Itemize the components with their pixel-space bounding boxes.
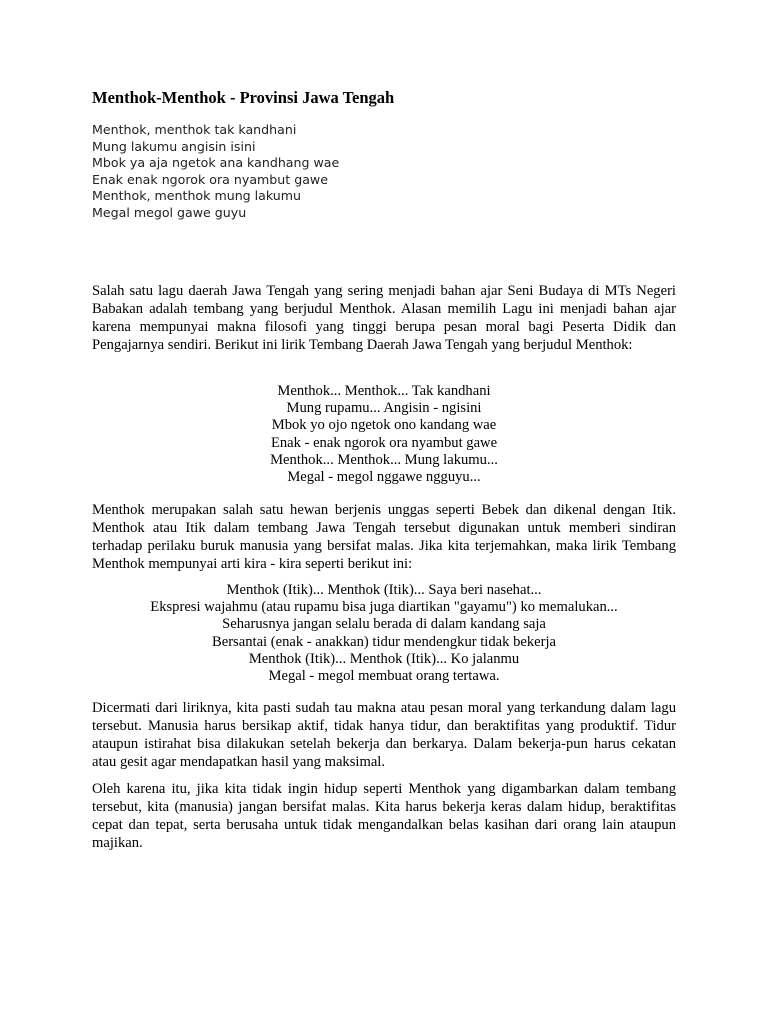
- lyrics-translation: [92, 582, 676, 685]
- paragraph-explanation: Menthok merupakan salah satu hewan berjenis unggas seperti Bebek dan dikenal dengan Itik. Menthok atau Itik dalam tembang Jawa Tengah tersebut digunakan untuk memberi sindiran terhadap perilaku buruk manusia yang bersifat malas. Jika kita terjemahkan, maka lirik Tembang Menthok mempunyai arti kira - kira seperti berikut ini:: [92, 502, 676, 572]
- lyric-line: Menthok, menthok mung lakumu: [92, 188, 302, 203]
- translation-line: Menthok (Itik)... Menthok (Itik)... Saya beri nasehat...: [226, 582, 542, 598]
- translation-line: Bersantai (enak - anakkan) tidur mendengkur tidak bekerja: [211, 633, 557, 650]
- document-title: Menthok-Menthok - Provinsi Jawa Tengah: [92, 88, 395, 107]
- lyrics-verse: [92, 383, 676, 486]
- verse-line: Mung rupamu... Angisin - ngisini: [286, 400, 482, 417]
- lyric-line: Menthok, menthok tak kandhani: [92, 122, 297, 137]
- translation-line: Megal - megol membuat orang tertawa.: [268, 668, 500, 685]
- translation-line: Menthok (Itik)... Menthok (Itik)... Ko jalanmu: [248, 650, 520, 667]
- lyric-line: Mung lakumu angisin isini: [92, 138, 256, 154]
- translation-line: Seharusnya jangan selalu berada di dalam kandang saja: [222, 616, 546, 633]
- verse-line: Menthok... Menthok... Tak kandhani: [277, 383, 491, 399]
- verse-line: Enak - enak ngorok ora nyambut gawe: [270, 434, 498, 451]
- verse-line: Megal - megol nggawe ngguyu...: [287, 469, 481, 486]
- paragraph-intro: Salah satu lagu daerah Jawa Tengah yang sering menjadi bahan ajar Seni Budaya di MTs Negeri Babakan adalah tembang yang berjudul Menthok. Alasan memilih Lagu ini menjadi bahan ajar karena mempunyai makna filosofi yang tinggi berupa pesan moral bagi Peserta Didik dan Pengajarnya sendiri. Berikut ini lirik Tembang Daerah Jawa Tengah yang berjudul Menthok:: [92, 283, 676, 353]
- lyric-line: Enak enak ngorok ora nyambut gawe: [92, 171, 328, 187]
- verse-line: Menthok... Menthok... Mung lakumu...: [270, 451, 498, 468]
- translation-line: Ekspresi wajahmu (atau rupamu bisa juga diartikan "gayamu") ko memalukan...: [150, 599, 618, 616]
- lyrics-original: [92, 122, 339, 221]
- verse-line: Mbok yo ojo ngetok ono kandang wae: [271, 417, 497, 434]
- lyric-line: Mbok ya aja ngetok ana kandhang wae: [92, 155, 340, 170]
- paragraph-conclusion: Oleh karena itu, jika kita tidak ingin hidup seperti Menthok yang digambarkan dalam tembang tersebut, kita (manusia) jangan bersifat malas. Kita harus bekerja keras dalam hidup, beraktifitas cepat dan tepat, serta berusaha untuk tidak mengandalkan belas kasihan dari orang lain ataupun majikan.: [92, 781, 676, 851]
- paragraph-moral: Dicermati dari liriknya, kita pasti sudah tau makna atau pesan moral yang terkandung dalam lagu tersebut. Manusia harus bersikap aktif, tidak hanya tidur, dan beraktifitas yang produktif. Tidur ataupun istirahat bisa dilakukan setelah bekerja dan berkarya. Dalam bekerja-pun harus cekatan atau gesit agar mendapatkan hasil yang maksimal.: [92, 700, 676, 770]
- lyric-line: Megal megol gawe guyu: [92, 204, 247, 220]
